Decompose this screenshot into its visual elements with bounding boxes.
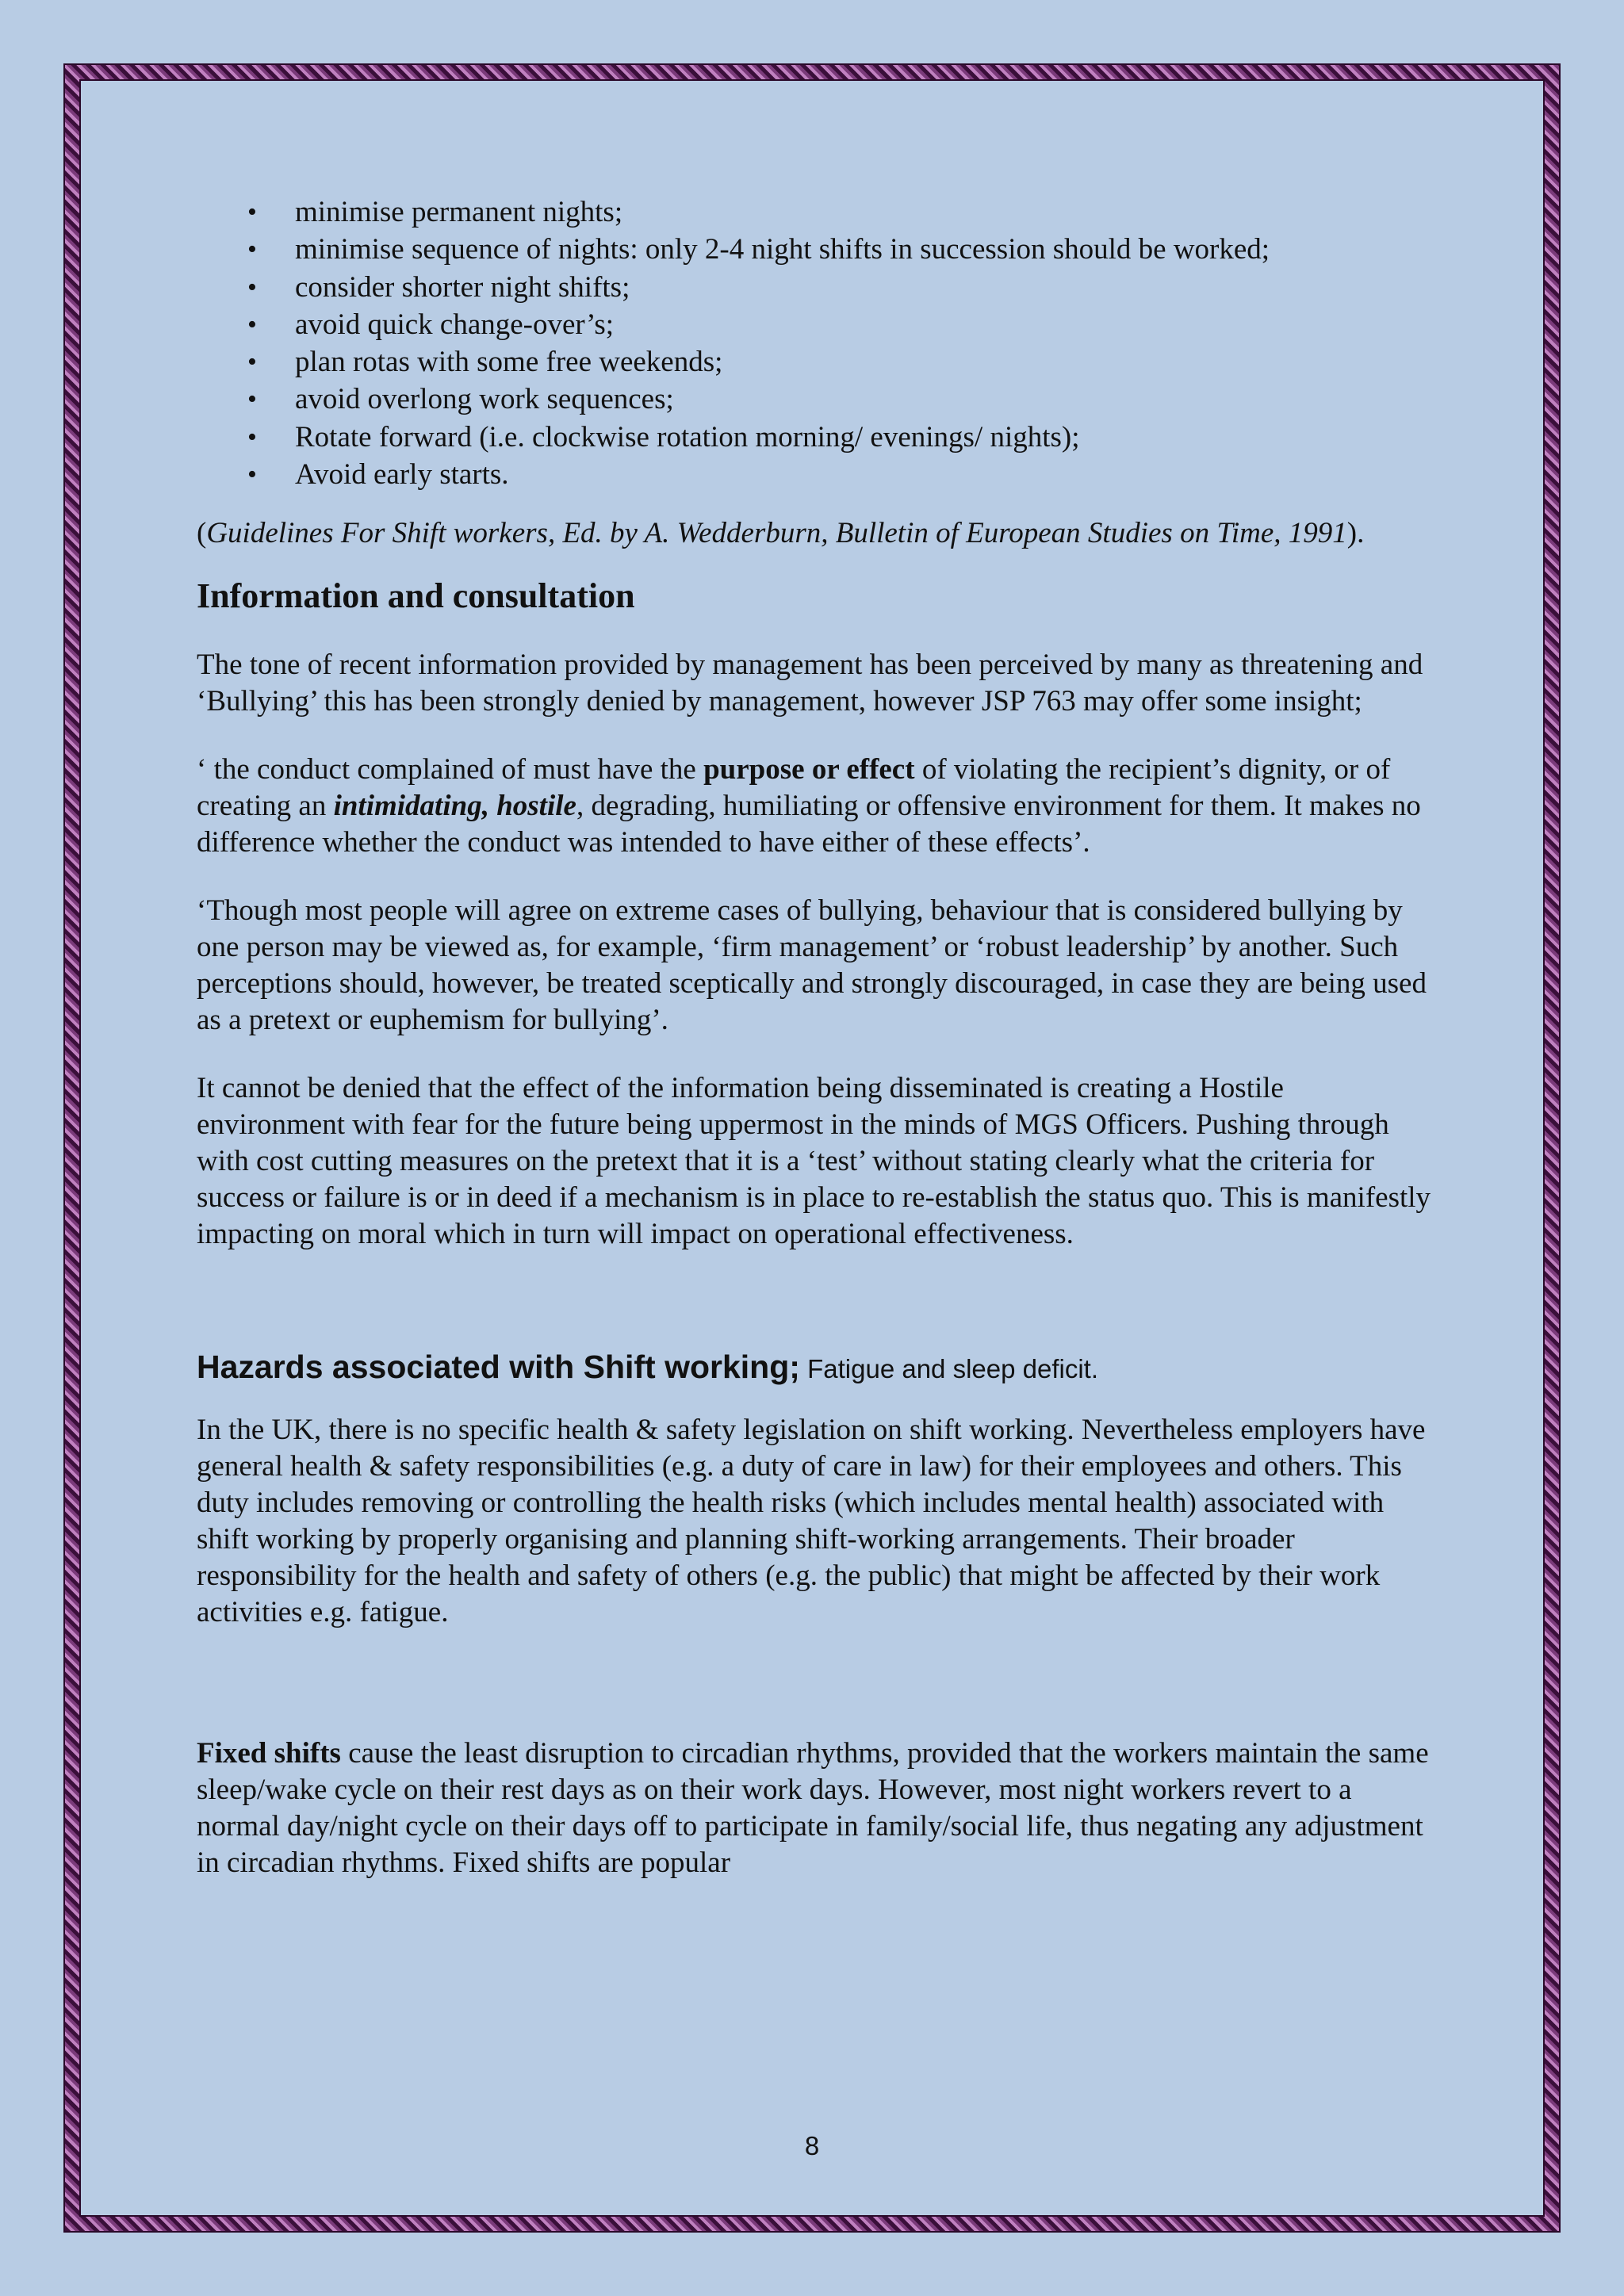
section-heading-information: Information and consultation bbox=[197, 576, 635, 616]
list-item: • consider shorter night shifts; bbox=[197, 269, 1434, 306]
document-body bbox=[197, 193, 1434, 1881]
citation: (Guidelines For Shift workers, Ed. by A. Wedderburn, Bulletin of European Studies on Time, 1991). bbox=[197, 517, 1365, 550]
citation-source: Guidelines For Shift workers, Ed. by A. Wedderburn, Bulletin of European Studies on Time, 1991 bbox=[206, 517, 1347, 550]
quote-bullying: ‘Though most people will agree on extreme cases of bullying, behaviour that is considered bullying by one person may be viewed as, for example, ‘firm management’ or ‘robust leadership’ by another. Such perceptions should, however, be treated sceptically and strongly discouraged, in case they are being used as a pretext or euphemism for bullying’. bbox=[197, 894, 1427, 1037]
paragraph-tone: The tone of recent information provided by management has been perceived by many as threatening and ‘Bullying’ this has been strongly denied by management, however JSP 763 may offer some insight; bbox=[197, 649, 1423, 718]
quote-conduct: ‘ the conduct complained of must have the purpose or effect of violating the recipient’s dignity, or of creating an intimidating, hostile, degrading, humiliating or offensive environment for them. It makes no difference whether the conduct was intended to have either of these effects’. bbox=[197, 753, 1421, 859]
list-item: • Rotate forward (i.e. clockwise rotation morning/ evenings/ nights); bbox=[197, 419, 1434, 456]
paragraph-fixed-shifts: Fixed shifts cause the least disruption to circadian rhythms, provided that the workers maintain the same sleep/wake cycle on their rest days as on their work days. However, most night workers revert to a normal day/night cycle on their days off to participate in family/social life, thus negating any adjustment in circadian rhythms. Fixed shifts are popular bbox=[197, 1737, 1429, 1880]
list-item: • avoid quick change-over’s; bbox=[197, 306, 1434, 343]
paragraph-uk-legislation: In the UK, there is no specific health & safety legislation on shift working. Nevertheless employers have general health & safety responsibilities (e.g. a duty of care in law) for their employees and others. This duty includes removing or controlling the health risks (which includes mental health) associated with shift working by properly organising and planning shift-working arrangements. Their broader responsibility for the health and safety of others (e.g. the public) that might be affected by their work activities e.g. fatigue. bbox=[197, 1414, 1426, 1629]
list-item: • minimise permanent nights; bbox=[197, 193, 1434, 231]
list-item: • minimise sequence of nights: only 2-4 night shifts in succession should be worked; bbox=[197, 231, 1434, 268]
list-item: • avoid overlong work sequences; bbox=[197, 381, 1434, 418]
list-item: • Avoid early starts. bbox=[197, 456, 1434, 493]
list-item: • plan rotas with some free weekends; bbox=[197, 343, 1434, 381]
paragraph-hostile-environment: It cannot be denied that the effect of the information being disseminated is creating a Hostile environment with fear for the future being uppermost in the minds of MGS Officers. Pushing through with cost cutting measures on the pretext that it is a ‘test’ without stating clearly what the criteria for success or failure is or in deed if a mechanism is in place to re-establish the status quo. This is manifestly impacting on moral which in turn will impact on operational effectiveness. bbox=[197, 1072, 1431, 1251]
page-number: 8 bbox=[804, 2131, 820, 2160]
shift-guidelines-list bbox=[197, 193, 1434, 493]
section-heading-hazards: Hazards associated with Shift working; Fatigue and sleep deficit. bbox=[197, 1349, 1099, 1386]
